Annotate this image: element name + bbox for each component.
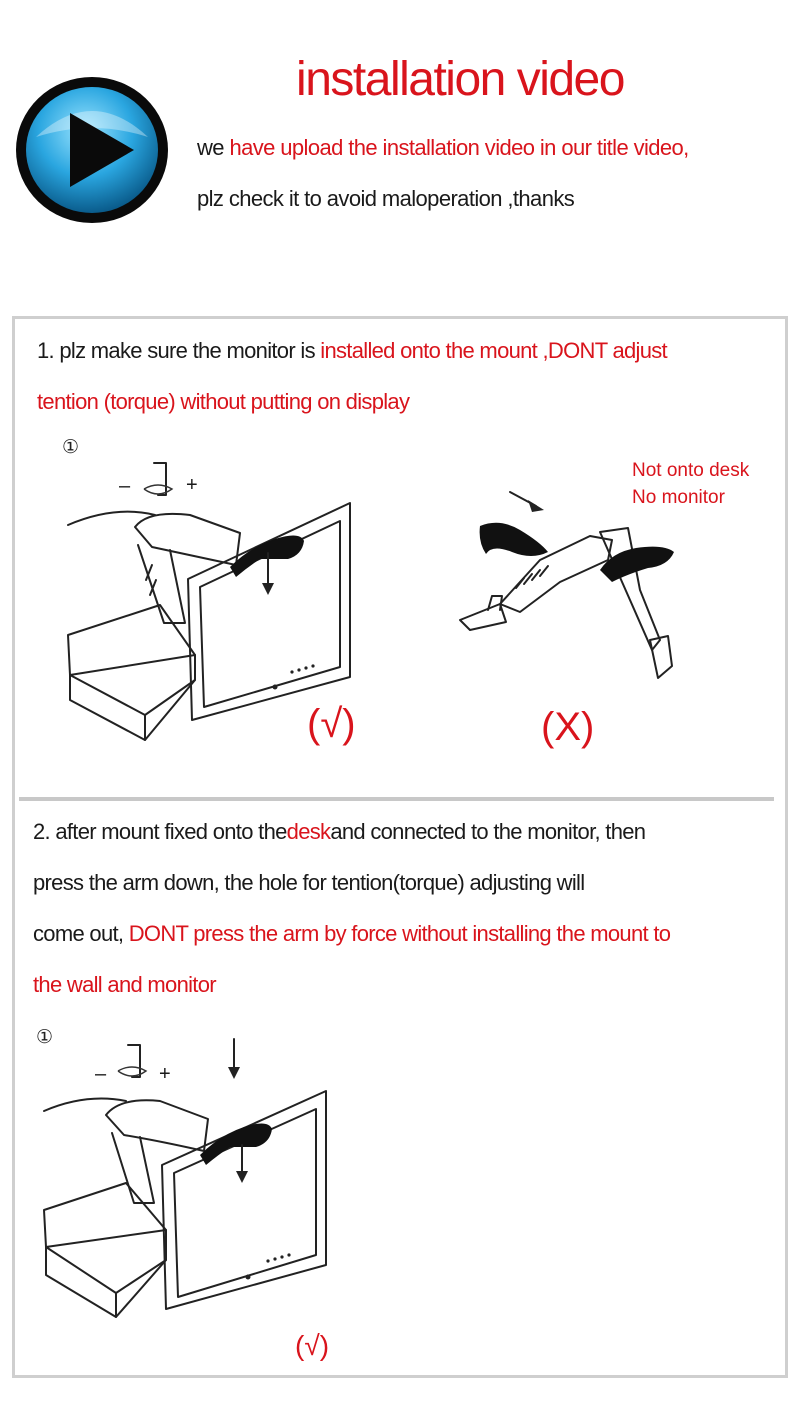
wrong-mark: (X) [541,705,595,749]
section-divider [19,797,774,801]
arrow-down-icon [510,492,544,512]
arrow-down-icon [262,553,274,595]
step1-line-1: 1. plz make sure the monitor is installed onto the mount ,DONT adjust [37,338,667,363]
minus-sign: – [119,475,131,497]
step2-line-4: the wall and monitor [33,972,216,997]
minus-sign: – [95,1063,107,1085]
monitor-icon [162,1091,326,1309]
step2-line-3: come out, DONT press the arm by force without installing the mount to [33,921,671,946]
wrong-note-line-2: No monitor [632,487,725,508]
step2-line-1: 2. after mount fixed onto thedeskand connected to the monitor, then [33,819,646,844]
hand-icon [200,1123,272,1165]
arrow-down-icon [236,1145,248,1183]
hex-key-icon [118,1045,146,1077]
intro-line-2: plz check it to avoid maloperation ,thanks [197,186,575,211]
plus-sign: + [186,474,198,496]
correct-mark: (√) [307,702,356,746]
arrow-down-icon [228,1039,240,1079]
correct-mark: (√) [295,1330,330,1361]
intro-line-1: we have upload the installation video in our title video, [197,135,689,160]
step1-number-badge: ① [62,437,80,458]
monitor-icon [188,503,350,720]
step2-correct-illustration [36,1035,336,1320]
step1-line-2: tention (torque) without putting on display [37,389,410,414]
play-icon[interactable] [14,75,170,225]
step2-number-badge: ① [36,1027,54,1048]
hex-key-icon [144,463,172,495]
page-title: installation video [296,53,624,106]
wrong-note-line-1: Not onto desk [632,460,750,481]
step2-line-2: press the arm down, the hole for tention(torque) adjusting will [33,870,585,895]
hand-icon [480,523,548,556]
plus-sign: + [159,1063,171,1085]
